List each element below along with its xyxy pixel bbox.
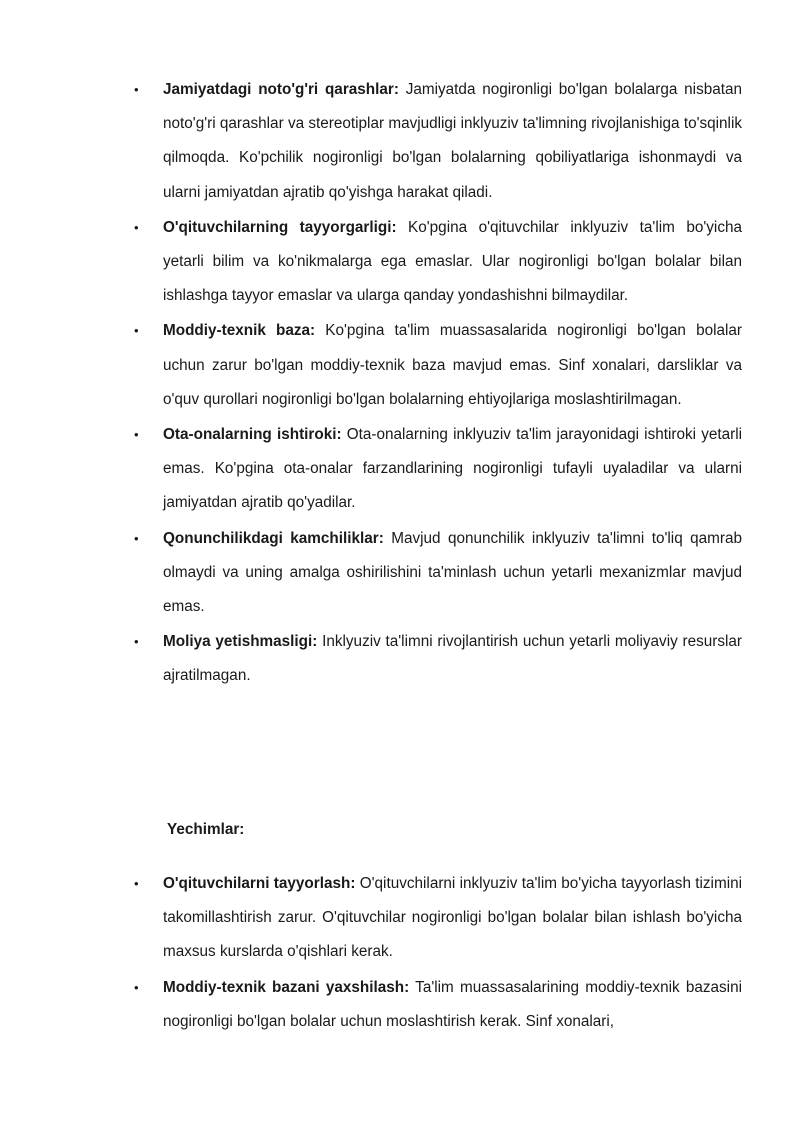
bullet-icon: •: [134, 219, 139, 235]
problems-list: [134, 73, 743, 694]
bullet-icon: •: [134, 323, 139, 339]
item-text: Jamiyatda nogironligi bo'lgan bolalarga nisbatan noto'g'ri qarashlar va stereotiplar mavjudligi inklyuziv ta'limning rivojlanishiga to'sqinlik qilmoqda. Ko'pchilik nogironligi bo'lgan bolalarning qobiliyatlariga ishonmaydi va ularni jamiyatdan ajratib qo'yishga harakat qiladi.: [163, 81, 742, 201]
item-term: Qonunchilikdagi kamchiliklar:: [163, 529, 384, 547]
solutions-heading: Yechimlar:: [167, 821, 245, 838]
item-text: Ta'lim muassasalarining moddiy-texnik bazasini nogironligi bo'lgan bolalar uchun moslashtirish kerak. Sinf xonalari,: [163, 978, 742, 1030]
bullet-icon: •: [134, 634, 139, 650]
item-term: Jamiyatdagi noto'g'ri qarashlar:: [163, 81, 399, 98]
item-text: Ota-onalarning inklyuziv ta'lim jarayonidagi ishtiroki yetarli emas. Ko'pgina ota-onalar farzandlarining nogironligi tufayli uyaladilar va ularni jamiyatdan ajratib qo'yadilar.: [163, 426, 743, 512]
bullet-icon: •: [134, 427, 139, 443]
list-item: [134, 522, 743, 625]
item-term: Moddiy-texnik baza:: [163, 322, 316, 340]
list-item: [134, 418, 743, 521]
bullet-icon: •: [134, 979, 139, 995]
list-item: [134, 971, 742, 1039]
item-term: Moddiy-texnik bazani yaxshilash:: [163, 978, 410, 996]
item-text: Ko'pgina ta'lim muassasalarida nogironligi bo'lgan bolalar uchun zarur bo'lgan moddiy-texnik baza mavjud emas. Sinf xonalari, darsliklar va o'quv qurollari nogironligi bo'lgan bolalarning ehtiyojlariga moslashtirilmagan.: [163, 322, 743, 408]
item-term: O'qituvchilarni tayyorlash:: [163, 875, 356, 892]
bullet-icon: •: [134, 530, 139, 546]
item-term: O'qituvchilarning tayyorgarligi:: [163, 218, 397, 236]
list-item: [134, 73, 742, 210]
item-text: O'qituvchilarni inklyuziv ta'lim bo'yicha tayyorlash tizimini takomillashtirish zarur. O'qituvchilar nogironligi bo'lgan bolalar bilan ishlash bo'yicha maxsus kurslarda o'qishlari kerak.: [163, 875, 743, 961]
solutions-list: [134, 867, 743, 1039]
list-item: [134, 867, 743, 970]
item-text: Inklyuziv ta'limni rivojlantirish uchun yetarli moliyaviy resurslar ajratilmagan.: [163, 633, 742, 685]
item-term: Ota-onalarning ishtiroki:: [163, 426, 342, 444]
bullet-icon: •: [134, 876, 139, 891]
bullet-icon: •: [134, 82, 139, 97]
list-item: [134, 211, 742, 314]
list-item: [134, 625, 742, 693]
item-term: Moliya yetishmasligi:: [163, 633, 318, 651]
list-item: [134, 314, 743, 417]
item-text: Ko'pgina o'qituvchilar inklyuziv ta'lim bo'yicha yetarli bilim va ko'nikmalarga ega emaslar. Ular nogironligi bo'lgan bolalar bilan ishlashga tayyor emaslar va ularga qanday yondashishni bilmaydilar.: [163, 218, 742, 305]
item-text: Mavjud qonunchilik inklyuziv ta'limni to'liq qamrab olmaydi va uning amalga oshirilishini ta'minlash uchun yetarli mexanizmlar mavjud emas.: [163, 529, 743, 616]
